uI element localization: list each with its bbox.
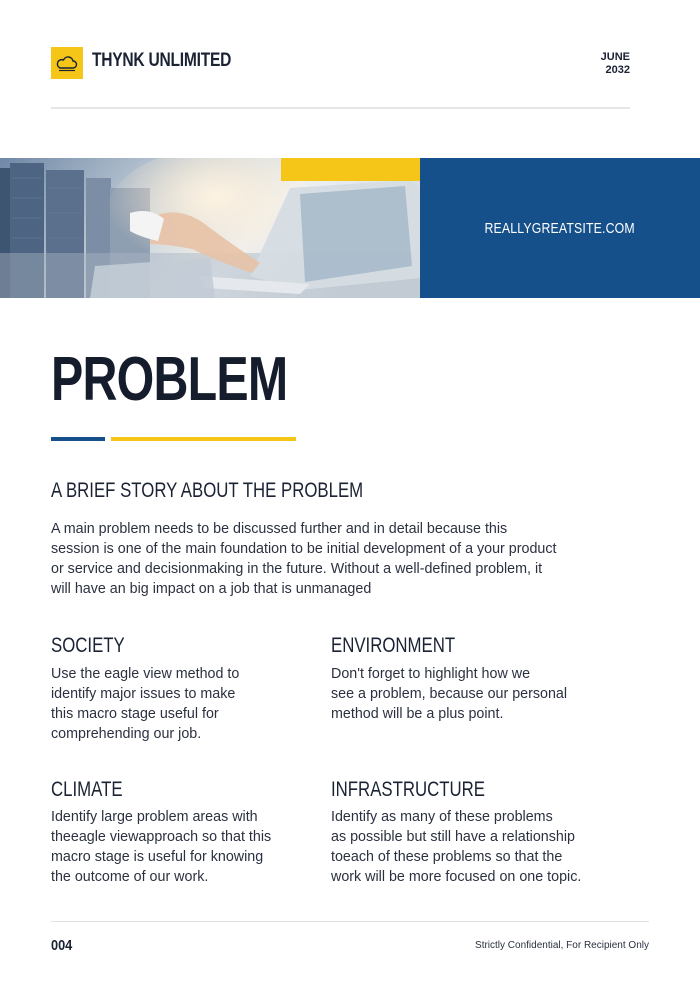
confidential-note: Strictly Confidential, For Recipient Only [475, 940, 649, 951]
page-number: 004 [51, 937, 73, 954]
body-line: method will be a plus point. [331, 706, 504, 722]
society-heading: SOCIETY [51, 634, 125, 657]
body-line: the outcome of our work. [51, 869, 209, 885]
intro-paragraph [51, 519, 641, 599]
climate-heading: CLIMATE [51, 778, 123, 801]
society-body [51, 664, 301, 744]
banner-accent [281, 158, 420, 181]
body-line: work will be more focused on one topic. [331, 869, 582, 885]
intro-line: A main problem needs to be discussed further and in detail because this [51, 521, 508, 537]
date-month: JUNE [600, 51, 630, 63]
intro-line: will have an big impact on a job that is unmanaged [51, 581, 372, 597]
intro-line: session is one of the main foundation to be initial development of a your product [51, 541, 557, 557]
title-underline-yellow [111, 437, 296, 441]
cloud-icon [56, 54, 78, 72]
header-divider [51, 107, 630, 109]
infrastructure-body [331, 807, 641, 887]
intro-line: or service and decisionmaking in the future. Without a well-defined problem, it [51, 561, 543, 577]
body-line: this macro stage useful for [51, 706, 219, 722]
body-line: theeagle viewapproach so that this [51, 829, 272, 845]
title-underline-blue [51, 437, 105, 441]
section-subtitle: A BRIEF STORY ABOUT THE PROBLEM [51, 479, 364, 502]
body-line: comprehending our job. [51, 726, 202, 742]
banner-panel [420, 158, 700, 298]
body-line: Use the eagle view method to [51, 666, 240, 682]
body-line: Don't forget to highlight how we [331, 666, 531, 682]
website-link[interactable]: REALLYGREATSITE.COM [484, 219, 636, 237]
environment-heading: ENVIRONMENT [331, 634, 456, 657]
body-line: as possible but still have a relationship [331, 829, 575, 845]
footer-divider [51, 921, 649, 922]
body-line: Identify large problem areas with [51, 809, 258, 825]
brand-logo [51, 47, 83, 79]
page-title: PROBLEM [51, 345, 288, 414]
climate-body [51, 807, 311, 887]
infrastructure-heading: INFRASTRUCTURE [331, 778, 485, 801]
body-line: Identify as many of these problems [331, 809, 553, 825]
body-line: identify major issues to make [51, 686, 236, 702]
issue-date [601, 51, 630, 77]
environment-body [331, 664, 631, 724]
body-line: macro stage is useful for knowing [51, 849, 264, 865]
body-line: toeach of these problems so that the [331, 849, 563, 865]
brand-name: THYNK UNLIMITED [92, 50, 232, 71]
date-year: 2032 [605, 64, 630, 76]
body-line: see a problem, because our personal [331, 686, 568, 702]
